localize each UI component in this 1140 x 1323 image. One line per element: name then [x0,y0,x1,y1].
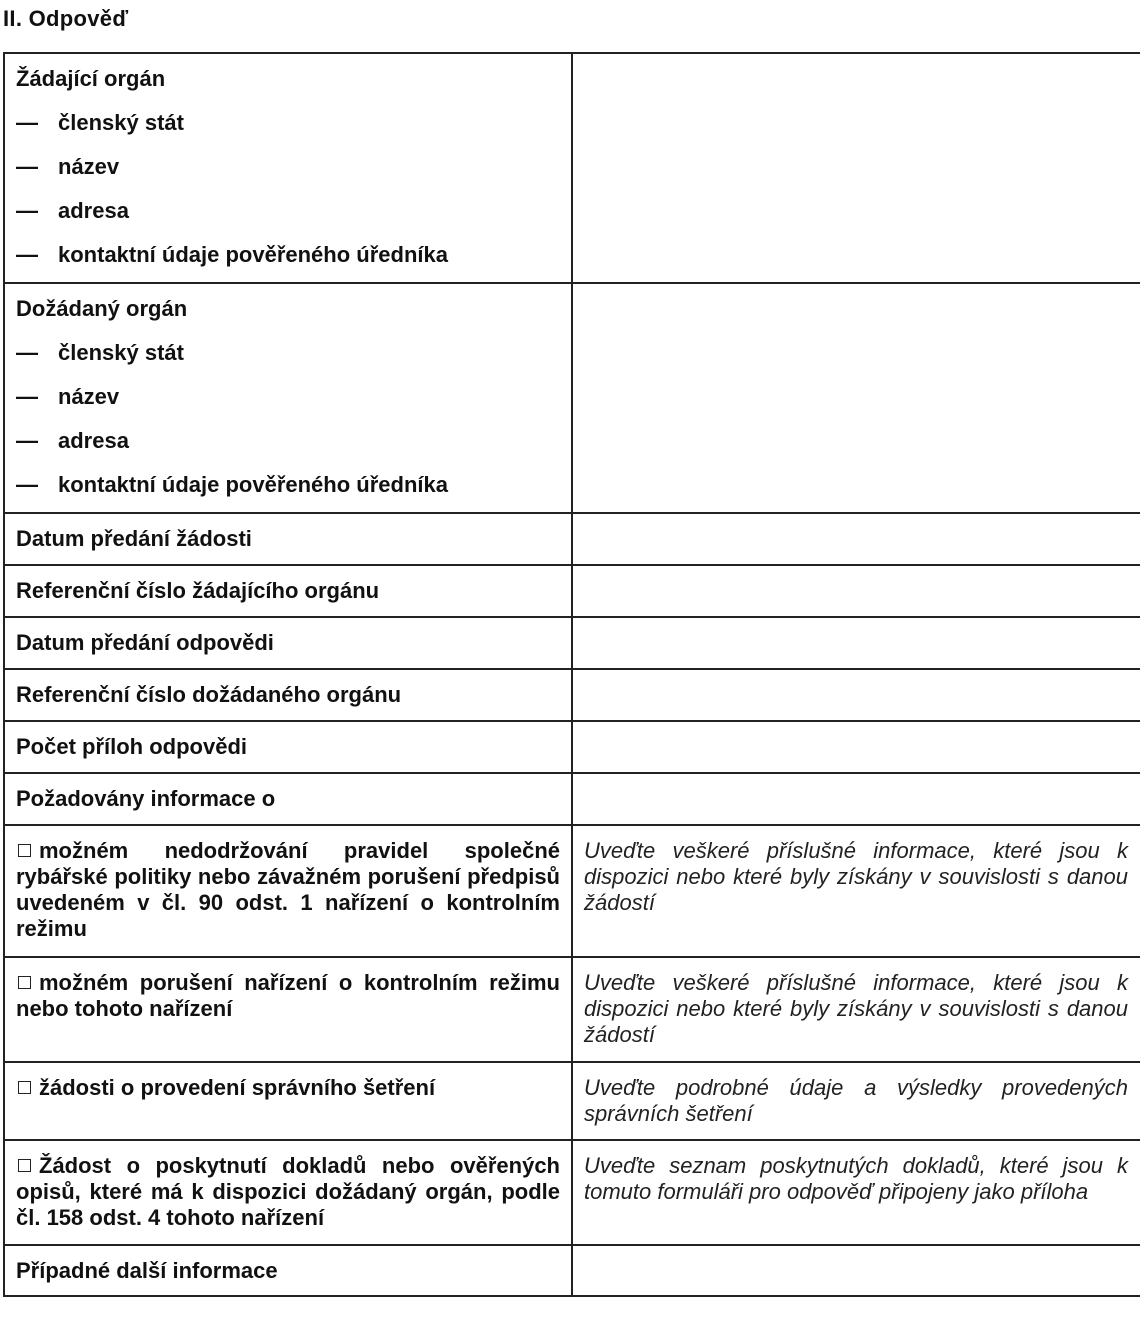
section-heading: II. Odpověď [3,6,129,31]
answer-form-table [3,52,1140,1297]
requesting-authority-title: Žádající orgán [16,66,166,91]
option-text [5,826,571,942]
date-answer-cell [4,617,572,669]
option-label: žádosti o provedení správního šetření [39,1075,436,1100]
table-row [4,1245,1140,1296]
ref-requested-value[interactable] [572,669,1140,721]
option-note-cell[interactable] [572,1140,1140,1245]
option-text [5,958,571,1022]
list-item [5,340,571,366]
dash-marker: — [16,110,38,135]
list-item [5,428,571,454]
other-info-value[interactable] [572,1245,1140,1296]
dash-marker: — [16,340,38,365]
ref-requested-cell [4,669,572,721]
requested-authority-value[interactable] [572,283,1140,513]
date-answer-value[interactable] [572,617,1140,669]
ref-requesting-value[interactable] [572,565,1140,617]
option-note-cell[interactable] [572,957,1140,1062]
checkbox[interactable] [18,976,31,989]
dash-marker: — [16,198,38,223]
table-row [4,721,1140,773]
option-cell [4,1062,572,1140]
table-row [4,617,1140,669]
table-row [4,773,1140,825]
requested-authority-cell [4,283,572,513]
checkbox[interactable] [18,1159,31,1172]
info-requested-value[interactable] [572,773,1140,825]
option-row [4,1062,1140,1140]
date-answer-label: Datum předání odpovědi [16,630,274,655]
option-note: Uveďte veškeré příslušné informace, které jsou k dispozici nebo které byly získány v souvislosti s danou žádostí [584,970,1128,1047]
option-note-cell[interactable] [572,1062,1140,1140]
option-cell [4,825,572,957]
dash-marker: — [16,242,38,267]
option-note-cell[interactable] [572,825,1140,957]
requesting-authority-row [4,53,1140,283]
item-label: název [58,384,120,409]
checkbox[interactable] [18,1081,31,1094]
requesting-authority-value[interactable] [572,53,1140,283]
table-row [4,513,1140,565]
option-note: Uveďte seznam poskytnutých dokladů, které jsou k tomuto formuláři pro odpověď připojeny jako příloha [584,1153,1128,1204]
option-row [4,957,1140,1062]
date-request-cell [4,513,572,565]
item-label: název [58,154,120,179]
requesting-authority-cell [4,53,572,283]
option-note: Uveďte veškeré příslušné informace, které jsou k dispozici nebo které byly získány v souvislosti s danou žádostí [584,838,1128,915]
list-item [5,110,571,136]
item-label: kontaktní údaje pověřeného úředníka [58,472,448,497]
list-item [5,472,571,498]
item-label: členský stát [58,340,184,365]
requested-authority-title: Dožádaný orgán [16,296,188,321]
list-item [5,198,571,224]
dash-marker: — [16,154,38,179]
dash-marker: — [16,428,38,453]
option-text [5,1141,571,1231]
item-label: adresa [58,428,129,453]
option-cell [4,957,572,1062]
table-row [4,565,1140,617]
option-text [5,1063,571,1101]
option-label: Žádost o poskytnutí dokladů nebo ověřených opisů, které má k dispozici dožádaný orgán, podle čl. 158 odst. 4 tohoto nařízení [16,1153,560,1230]
requested-authority-row [4,283,1140,513]
annex-count-value[interactable] [572,721,1140,773]
ref-requested-label: Referenční číslo dožádaného orgánu [16,682,402,707]
list-item [5,242,571,268]
option-cell [4,1140,572,1245]
option-note: Uveďte podrobné údaje a výsledky provedených správních šetření [584,1075,1128,1126]
item-label: členský stát [58,110,184,135]
ref-requesting-label: Referenční číslo žádajícího orgánu [16,578,380,603]
item-label: kontaktní údaje pověřeného úředníka [58,242,448,267]
option-row [4,1140,1140,1245]
checkbox[interactable] [18,844,31,857]
dash-marker: — [16,472,38,497]
info-requested-cell [4,773,572,825]
list-item [5,154,571,180]
dash-marker: — [16,384,38,409]
list-item [5,384,571,410]
other-info-cell [4,1245,572,1296]
date-request-value[interactable] [572,513,1140,565]
ref-requesting-cell [4,565,572,617]
annex-count-label: Počet příloh odpovědi [16,734,248,759]
annex-count-cell [4,721,572,773]
option-label: možném porušení nařízení o kontrolním režimu nebo tohoto nařízení [16,970,560,1021]
info-requested-label: Požadovány informace o [16,786,276,811]
table-row [4,669,1140,721]
other-info-label: Případné další informace [16,1258,278,1283]
item-label: adresa [58,198,129,223]
option-row [4,825,1140,957]
option-label: možném nedodržování pravidel společné rybářské politiky nebo závažném porušení předpisů uvedeném v čl. 90 odst. 1 nařízení o kontrolním režimu [16,838,560,941]
date-request-label: Datum předání žádosti [16,526,252,551]
